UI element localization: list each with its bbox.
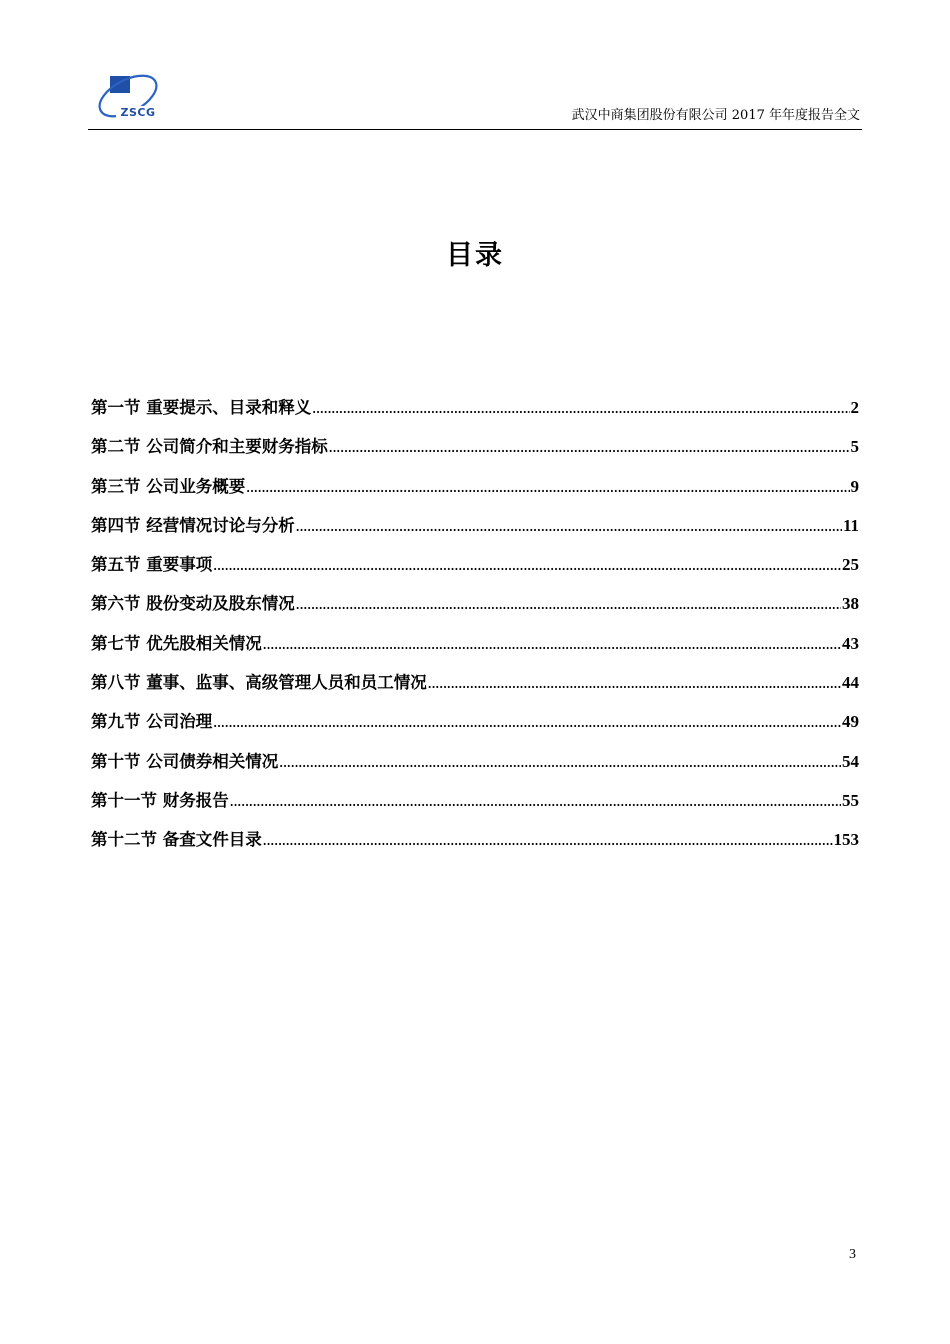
toc-entry[interactable] bbox=[91, 433, 859, 472]
toc-leader-dots bbox=[263, 639, 841, 652]
toc-entry[interactable] bbox=[91, 590, 859, 629]
toc-entry-page: 43 bbox=[842, 633, 859, 653]
toc-title: 目录 bbox=[446, 240, 504, 271]
toc-leader-dots bbox=[246, 482, 849, 495]
page-number: 3 bbox=[849, 1247, 856, 1262]
toc-entry-label: 第九节 公司治理 bbox=[91, 712, 213, 732]
toc-entry-label: 第六节 股份变动及股东情况 bbox=[91, 594, 295, 614]
toc-entry[interactable] bbox=[91, 826, 859, 865]
toc-entry[interactable] bbox=[91, 394, 859, 433]
toc-entry-page: 2 bbox=[850, 398, 859, 417]
toc-leader-dots bbox=[428, 678, 841, 691]
toc-entry-page: 55 bbox=[842, 790, 859, 810]
toc-leader-dots bbox=[296, 521, 842, 534]
toc-entry[interactable] bbox=[91, 748, 859, 787]
toc-entry-page: 38 bbox=[842, 594, 859, 614]
page-header bbox=[88, 62, 862, 130]
toc-leader-dots bbox=[263, 835, 833, 848]
toc-entry[interactable] bbox=[91, 669, 859, 708]
toc-leader-dots bbox=[296, 599, 841, 612]
toc-entry-label: 第四节 经营情况讨论与分析 bbox=[91, 515, 295, 535]
toc-leader-dots bbox=[213, 717, 841, 730]
toc-entry-label: 第十节 公司债券相关情况 bbox=[91, 751, 279, 771]
toc-entry-label: 第八节 董事、监事、高级管理人员和员工情况 bbox=[91, 673, 427, 693]
toc-entry-label: 第五节 重要事项 bbox=[91, 555, 213, 575]
company-logo bbox=[94, 66, 164, 124]
toc-entry-label: 第十一节 财务报告 bbox=[91, 790, 229, 810]
toc-leader-dots bbox=[329, 442, 850, 455]
toc-entry-label: 第三节 公司业务概要 bbox=[91, 476, 246, 496]
toc-entry-page: 153 bbox=[833, 830, 859, 850]
toc-leader-dots bbox=[213, 560, 841, 573]
report-header-title: 武汉中商集团股份有限公司 2017 年年度报告全文 bbox=[571, 108, 860, 123]
toc-entry-label: 第七节 优先股相关情况 bbox=[91, 633, 262, 653]
toc-entry[interactable] bbox=[91, 551, 859, 590]
toc-entry-label: 第十二节 备查文件目录 bbox=[91, 830, 262, 850]
toc-entry-page: 44 bbox=[842, 673, 859, 693]
toc-entry-page: 25 bbox=[842, 555, 859, 575]
toc-entry[interactable] bbox=[91, 512, 859, 551]
toc-leader-dots bbox=[312, 403, 849, 416]
toc-entry-page: 5 bbox=[850, 437, 859, 457]
table-of-contents bbox=[91, 394, 859, 866]
toc-leader-dots bbox=[279, 757, 841, 770]
toc-entry-page: 11 bbox=[842, 515, 859, 535]
toc-leader-dots bbox=[230, 796, 841, 809]
toc-entry[interactable] bbox=[91, 473, 859, 512]
toc-entry[interactable] bbox=[91, 630, 859, 669]
toc-entry-page: 54 bbox=[842, 751, 859, 771]
logo-wordmark: ZSCG bbox=[120, 106, 156, 119]
toc-entry-label: 第二节 公司简介和主要财务指标 bbox=[91, 437, 328, 457]
toc-entry[interactable] bbox=[91, 787, 859, 826]
toc-entry-label: 第一节 重要提示、目录和释义 bbox=[91, 398, 312, 417]
toc-entry-page: 9 bbox=[850, 476, 859, 496]
toc-entry-page: 49 bbox=[842, 712, 859, 732]
toc-entry[interactable] bbox=[91, 708, 859, 747]
